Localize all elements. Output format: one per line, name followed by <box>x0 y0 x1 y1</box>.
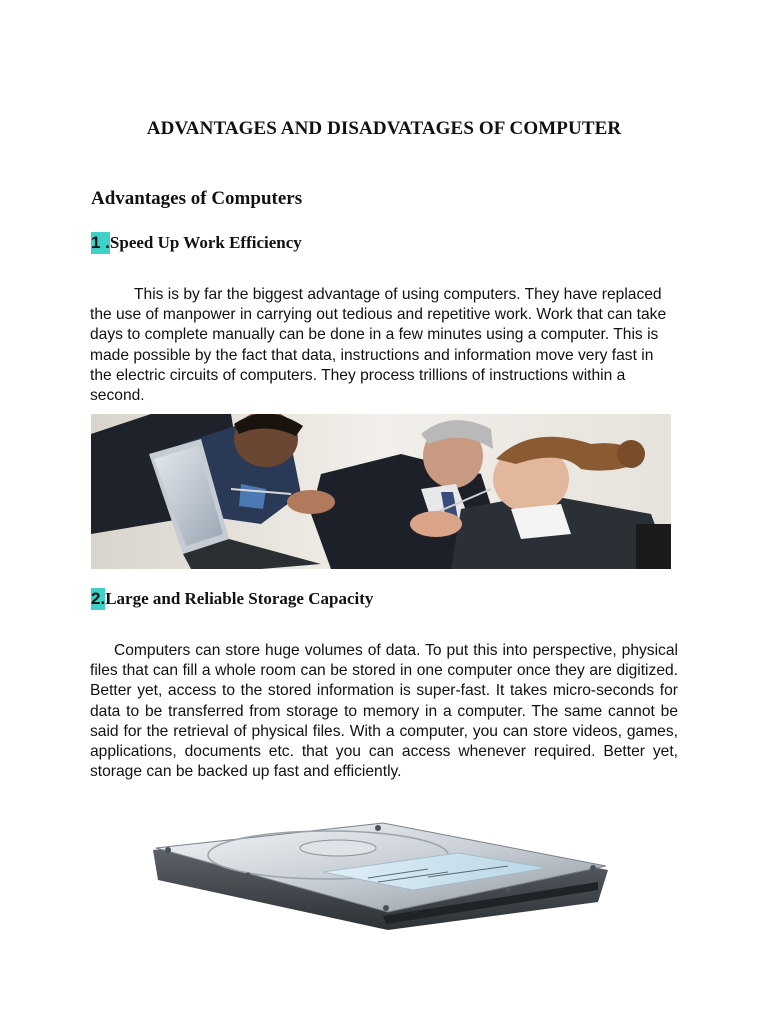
item-paragraph-text-2: Computers can store huge volumes of data. To put this into perspective, physical files that can fill a whole room can be stored in one computer once they are digitized. Better yet, access to the stored information is super-fast. It takes micro-seconds for data to be transferred from storage to memory in a computer. The same cannot be said for the retrieval of physical files. With a computer, you can store videos, games, applications, documents etc. that you can access whenever required. Better yet, storage can be backed up fast and efficiently. <box>90 642 678 781</box>
item-heading-text-2: Large and Reliable Storage Capacity <box>105 589 374 608</box>
item-heading-text-1: Speed Up Work Efficiency <box>109 233 302 252</box>
item-heading-1 <box>91 233 302 253</box>
item-number-1: 1 . <box>91 233 110 252</box>
section-heading: Advantages of Computers <box>91 188 303 209</box>
item-number-2: 2. <box>91 589 106 608</box>
business-team-photo <box>91 414 671 569</box>
item-heading-2 <box>91 589 373 609</box>
item-paragraph-text-1: This is by far the biggest advantage of using computers. They have replaced the use of manpower in carrying out tedious and repetitive work. Work that can take days to complete manually can be done in a few minutes using a computer. This is made possible by the fact that data, instructions and information move very fast in the electric circuits of computers. They process trillions of instructions within a second. <box>90 286 667 405</box>
document-title: ADVANTAGES AND DISADVATAGES OF COMPUTER <box>146 118 622 139</box>
hard-drive-photo <box>128 820 642 932</box>
item-paragraph-2 <box>90 641 678 782</box>
item-paragraph-1 <box>90 285 678 406</box>
